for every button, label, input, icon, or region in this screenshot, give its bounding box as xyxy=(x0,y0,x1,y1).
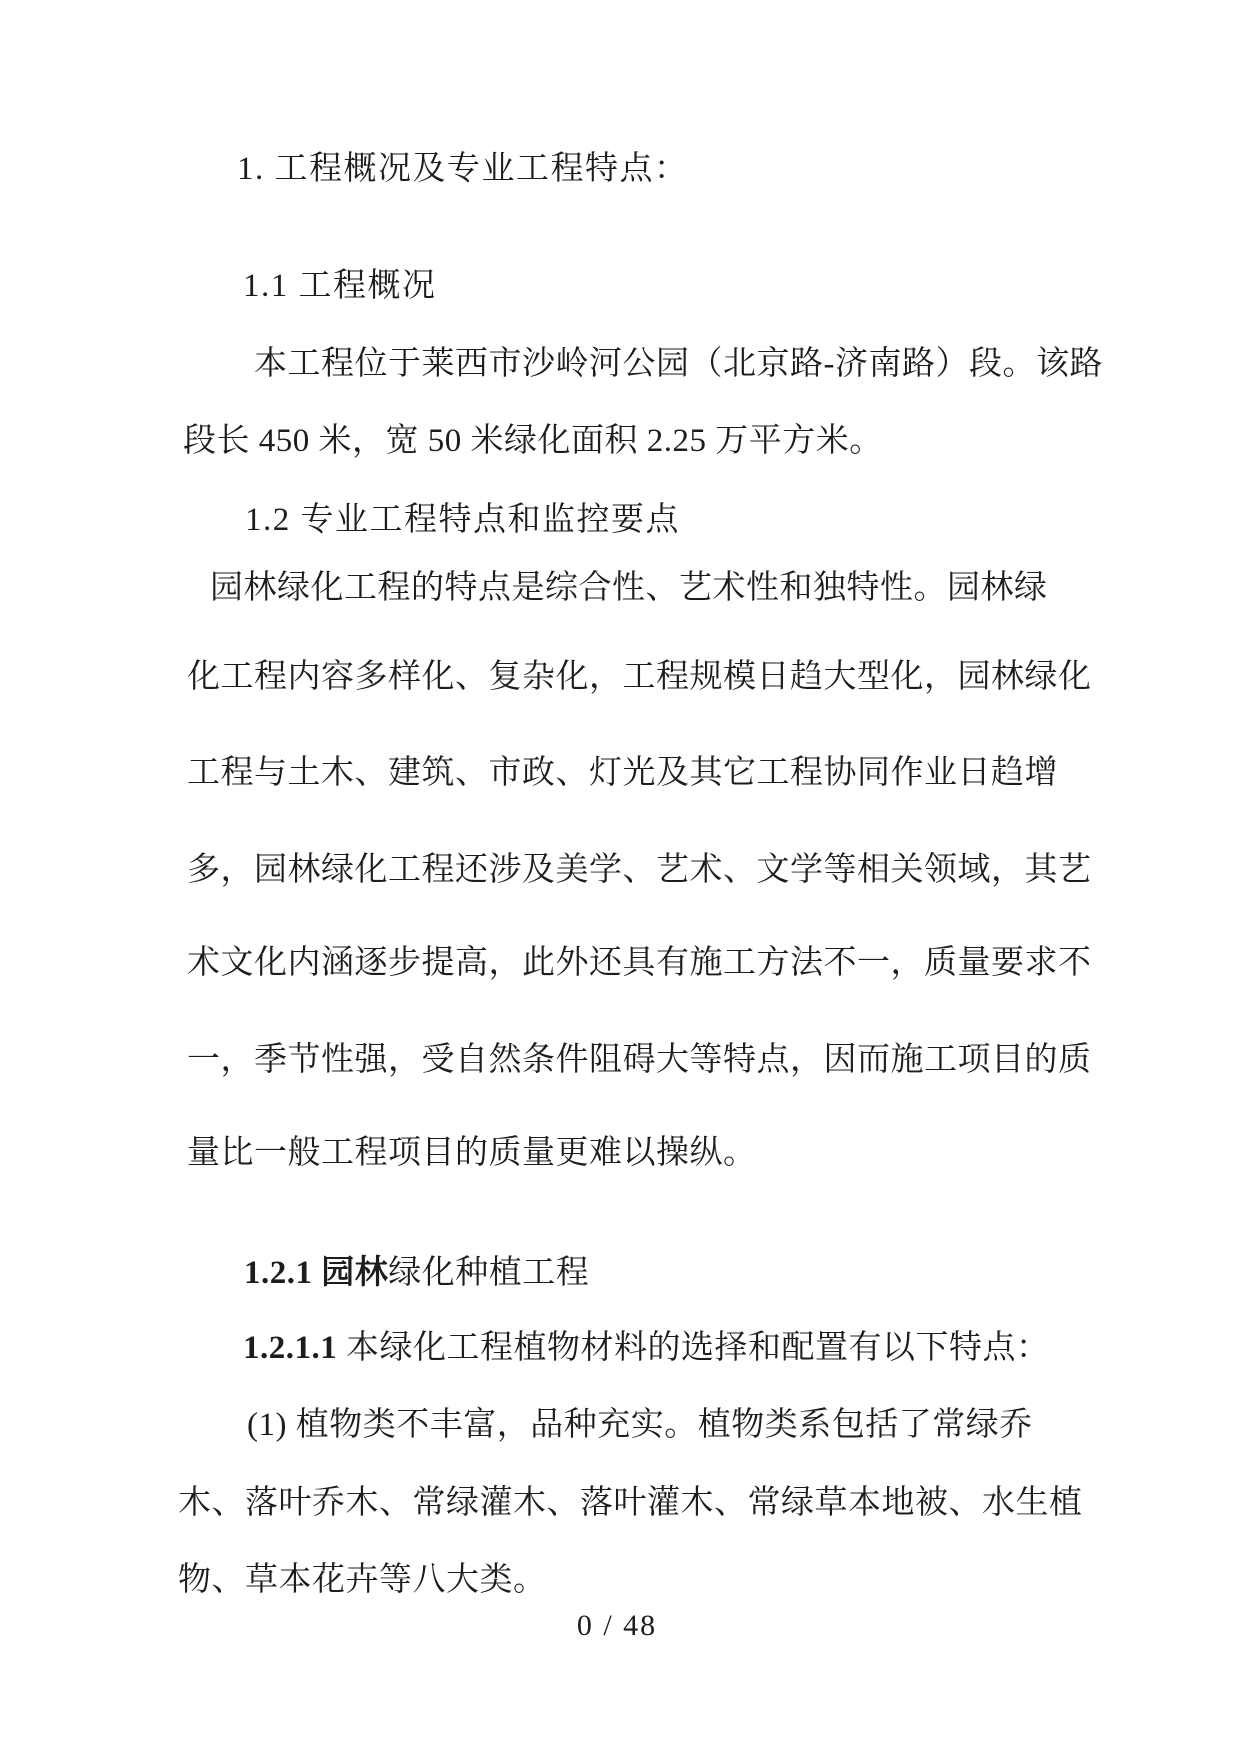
heading-bold-run: 1.2.1.1 xyxy=(243,1330,338,1366)
heading-bold-run: 1.2.1 园林 xyxy=(244,1255,389,1291)
paragraph-line: 物、草本花卉等八大类。 xyxy=(178,1562,547,1598)
section-heading-1: 1. 工程概况及专业工程特点： xyxy=(237,151,689,187)
paragraph-line: (1) 植物类不丰富，品种充实。植物类系包括了常绿乔 xyxy=(247,1407,1033,1443)
paragraph-line: 园林绿化工程的特点是综合性、艺术性和独特性。园林绿 xyxy=(210,570,1048,606)
section-heading-1-2-1-1 xyxy=(243,1329,1050,1367)
paragraph-line: 多，园林绿化工程还涉及美学、艺术、文学等相关领域，其艺 xyxy=(187,852,1092,888)
paragraph-line: 段长 450 米，宽 50 米绿化面积 2.25 万平方米。 xyxy=(183,423,883,459)
section-heading-1-2: 1.2 专业工程特点和监控要点 xyxy=(245,502,680,538)
heading-regular-run: 绿化种植工程 xyxy=(388,1255,590,1291)
paragraph-line: 化工程内容多样化、复杂化，工程规模日趋大型化，园林绿化 xyxy=(187,659,1092,695)
page-number: 0 / 48 xyxy=(576,1609,658,1642)
paragraph-line: 一，季节性强，受自然条件阻碍大等特点，因而施工项目的质 xyxy=(187,1042,1092,1078)
paragraph-line: 量比一般工程项目的质量更难以操纵。 xyxy=(187,1135,757,1171)
paragraph-line: 工程与土木、建筑、市政、灯光及其它工程协同作业日趋增 xyxy=(187,755,1058,791)
paragraph-line: 本工程位于莱西市沙岭河公园（北京路-济南路）段。该路 xyxy=(254,346,1103,382)
heading-regular-run: 本绿化工程植物材料的选择和配置有以下特点： xyxy=(337,1330,1050,1366)
paragraph-line: 木、落叶乔木、常绿灌木、落叶灌木、常绿草本地被、水生植 xyxy=(178,1485,1083,1521)
section-heading-1-2-1 xyxy=(244,1254,589,1292)
paragraph-line: 术文化内涵逐步提高，此外还具有施工方法不一，质量要求不 xyxy=(187,945,1092,981)
section-heading-1-1: 1.1 工程概况 xyxy=(243,268,437,304)
